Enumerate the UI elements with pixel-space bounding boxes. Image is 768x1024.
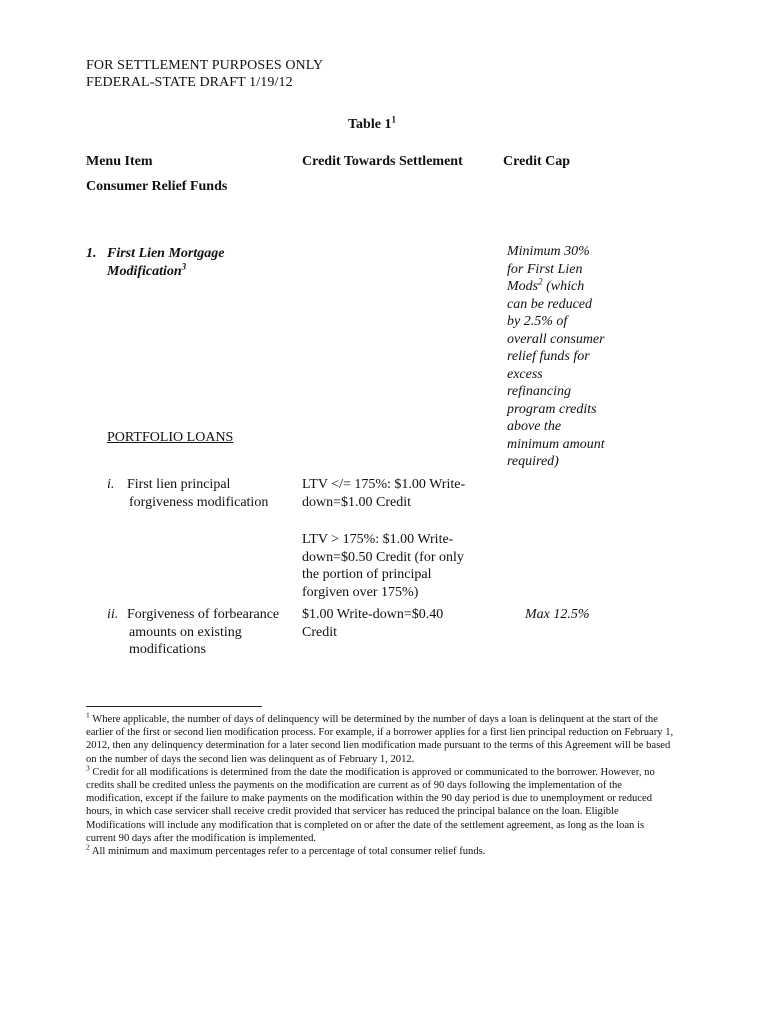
table-title-footnote-ref: 1: [391, 114, 396, 125]
footnote-3-text: Credit for all modifications is determined from the date the modification is approved or communicated to the borrower. However, no credits shall be credited unless the payments on the modification are current as of 90 days following the implementation of the modification, except if the failure to make payments on the modification within the 90 day period is due to unemployment or reduced hours, in which case servicer shall receive credit provided that servicer has reduced the principal balance on the loan. Eligible Modifications will include any modification that is completed on or after the date of the settlement agreement, as long as the loan is current 90 days after the modification is implemented.: [86, 766, 655, 844]
column-header-menu-item: Menu Item: [86, 154, 153, 169]
row-ii-credit: [302, 606, 443, 641]
item-1-title: [107, 245, 224, 280]
item-1-number: 1.: [86, 246, 97, 261]
row-ii-number: ii.: [107, 607, 119, 622]
row-ii-credit-cap: Max 12.5%: [525, 607, 590, 622]
item-1-credit-cap: [507, 243, 605, 471]
cap-line: program credits: [507, 401, 597, 417]
draft-header: [86, 57, 323, 91]
cap-line: for First Lien: [507, 261, 583, 277]
portfolio-loans-heading: PORTFOLIO LOANS: [107, 430, 234, 445]
column-header-credit: Credit Towards Settlement: [302, 154, 463, 169]
cap-line: minimum amount: [507, 436, 605, 452]
row-i-credit-b: [302, 531, 464, 601]
row-i-credit-b-line-4: forgiven over 175%): [302, 584, 419, 600]
row-i-number: i.: [107, 477, 115, 492]
row-i-credit-a: [302, 476, 465, 511]
cap-line: can be reduced: [507, 296, 592, 312]
row-i-credit-b-line-3: the portion of principal: [302, 567, 432, 582]
row-ii-label-line-2: amounts on existing: [129, 624, 242, 640]
header-line-1: FOR SETTLEMENT PURPOSES ONLY: [86, 58, 324, 73]
section-consumer-relief-funds: Consumer Relief Funds: [86, 179, 228, 194]
row-ii-label: [107, 606, 279, 659]
row-ii-label-line-3: modifications: [129, 642, 206, 657]
row-i-label: [107, 476, 268, 511]
table-title-text: Table 1: [348, 117, 392, 132]
row-ii-label-text: Forgiveness of forbearance: [127, 607, 280, 622]
cap-line: Minimum 30%: [507, 244, 590, 259]
row-i-credit-b-line-1: LTV > 175%: $1.00 Write-: [302, 532, 454, 547]
footnote-2-text: All minimum and maximum percentages refer to a percentage of total consumer relief funds.: [91, 846, 486, 858]
cap-line: refinancing: [507, 384, 572, 399]
footnote-1: [86, 710, 676, 766]
row-i-label-line-2: forgiveness modification: [129, 494, 269, 510]
row-i-label-text: First lien principal: [127, 477, 231, 492]
cap-line: [507, 278, 605, 296]
cap-line: overall consumer: [507, 331, 605, 347]
footnote-2-mark: 2: [86, 842, 90, 852]
header-line-2: FEDERAL-STATE DRAFT 1/19/12: [86, 75, 293, 90]
footnotes: [86, 710, 676, 858]
row-ii-credit-line-1: $1.00 Write-down=$0.40: [302, 607, 444, 622]
item-1-footnote-ref: 3: [181, 260, 187, 271]
row-ii-label-line-1: [107, 606, 279, 624]
row-i-credit-b-line-2: down=$0.50 Credit (for only: [302, 549, 464, 565]
cap-line: by 2.5% of: [507, 314, 568, 329]
cap-line: relief funds for: [507, 349, 590, 364]
cap-footnote-ref: 2: [538, 276, 543, 287]
item-1-title-line-1: First Lien Mortgage: [107, 246, 225, 261]
footnote-3: [86, 763, 676, 845]
table-title: [348, 116, 396, 134]
row-i-credit-a-line-1: LTV </= 175%: $1.00 Write-: [302, 477, 466, 492]
cap-line: required): [507, 454, 559, 469]
row-ii-credit-line-2: Credit: [302, 624, 337, 640]
footnote-1-text: Where applicable, the number of days of delinquency will be determined by the number of days a loan is delinquent at the start of the earlier of the first or second lien modification process. For example, if a borrower applies for a first lien principal reduction on February 1, 2012, then any delinquency determination for a later second lien modification made pursuant to the terms of this Agreement will be based on the number of days the second lien was delinquent as of February 1, 2012.: [86, 714, 674, 765]
footnote-1-mark: 1: [86, 710, 90, 720]
footnote-3-mark: 3: [86, 763, 90, 773]
row-i-label-line-1: [107, 476, 268, 494]
cap-line: excess: [507, 366, 543, 382]
cap-line: above the: [507, 419, 562, 434]
cap-line-text: Mods: [507, 279, 539, 294]
item-1-title-line-2: [107, 260, 224, 281]
cap-line-text: (which: [542, 279, 585, 294]
column-header-credit-cap: Credit Cap: [503, 154, 571, 169]
footnote-separator: [86, 706, 262, 707]
row-i-credit-a-line-2: down=$1.00 Credit: [302, 494, 411, 510]
footnote-2: [86, 842, 676, 858]
item-1-title-line-2-text: Modification: [107, 263, 182, 279]
